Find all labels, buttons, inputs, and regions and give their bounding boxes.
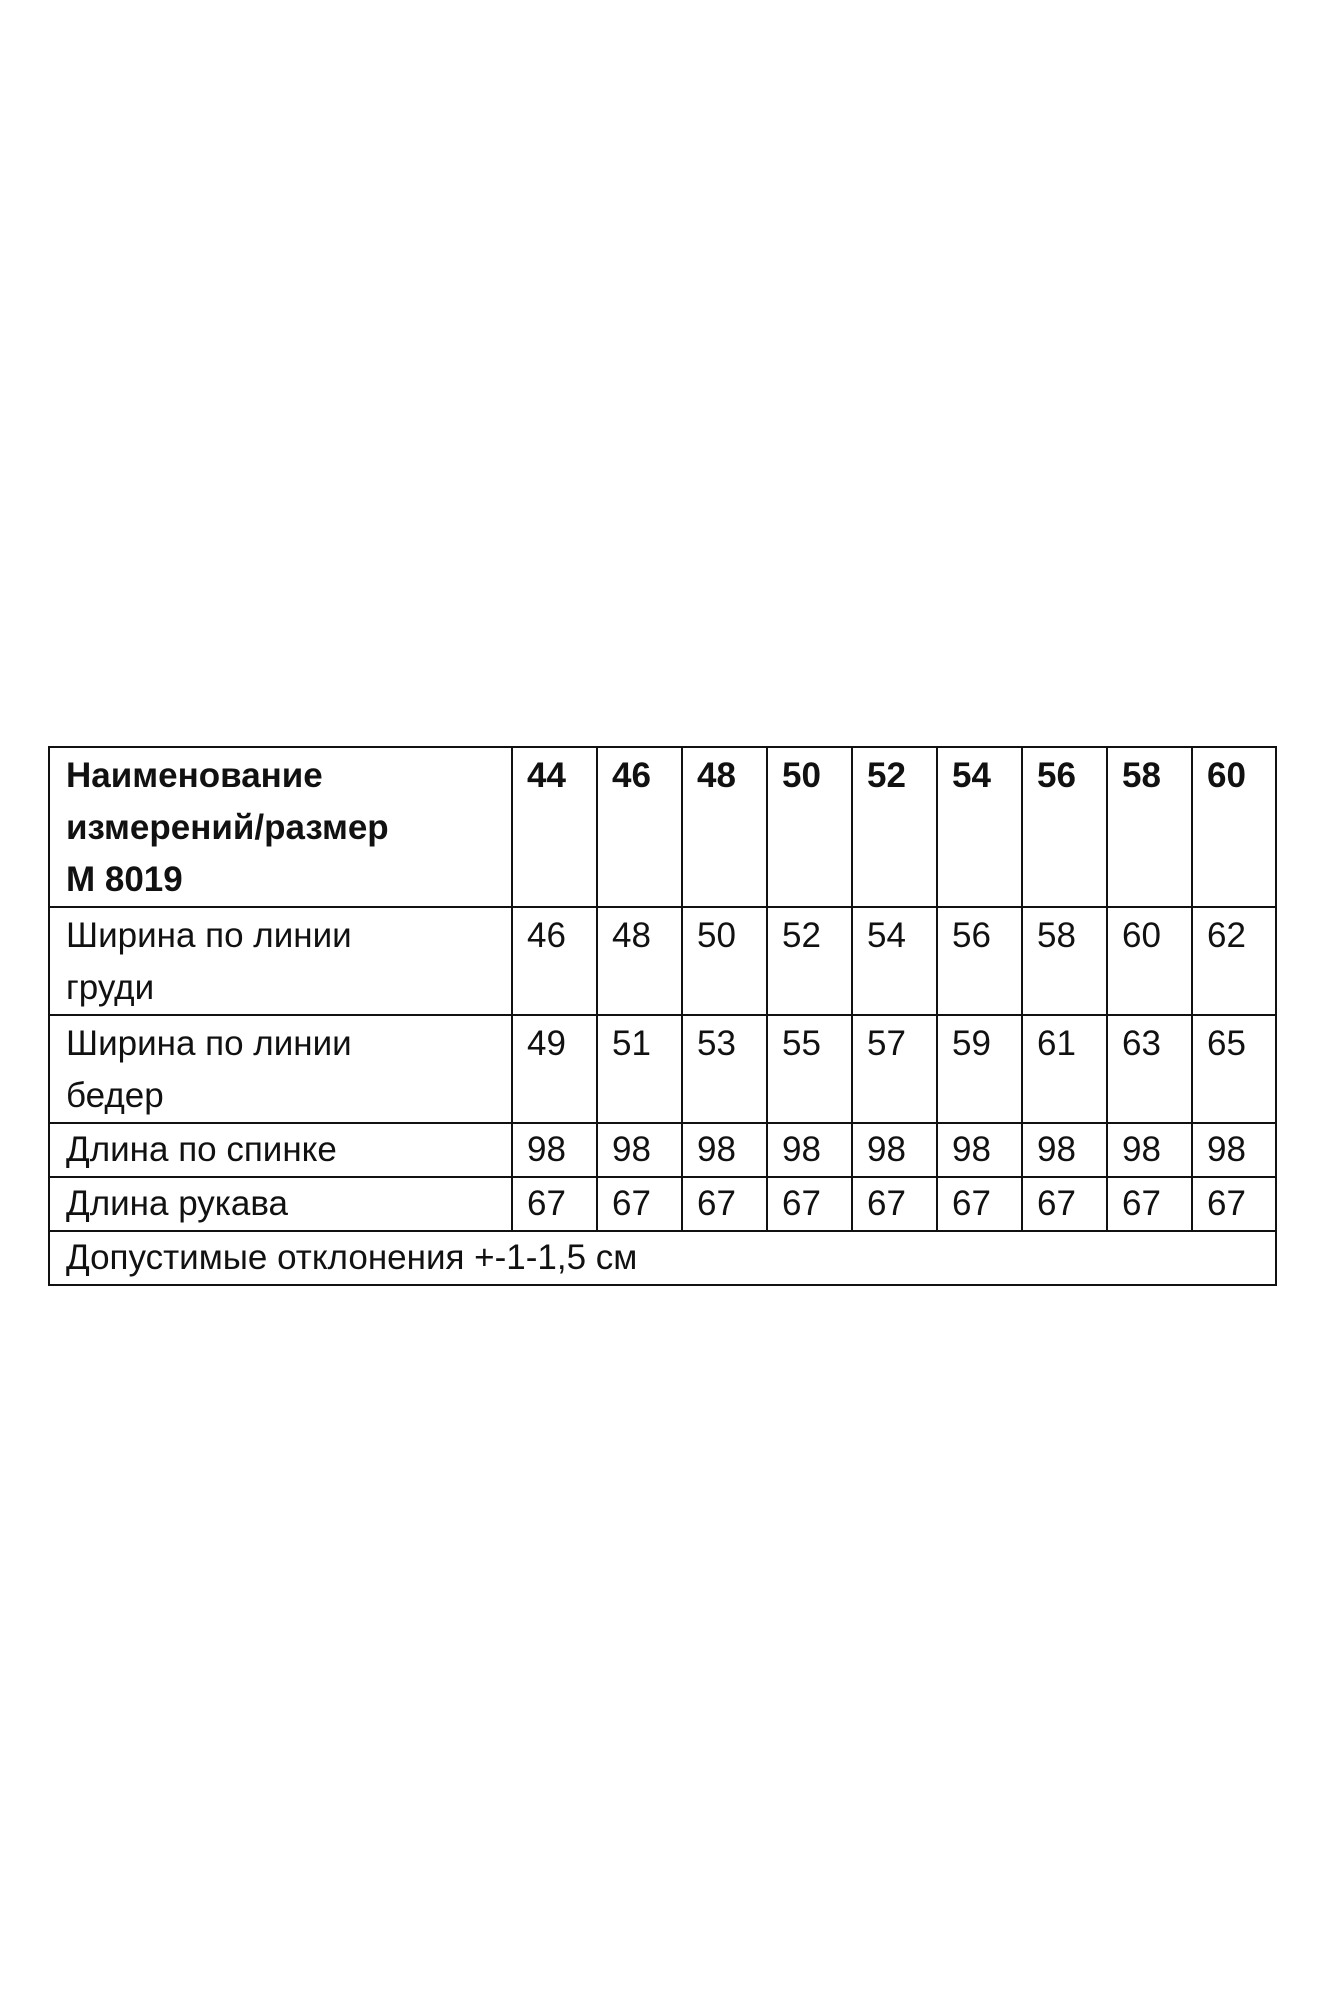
- table-row-back-length: [49, 1123, 1276, 1177]
- size-header-cell: 56: [1022, 747, 1107, 907]
- value-cell: 98: [852, 1123, 937, 1177]
- value-cell: 67: [512, 1177, 597, 1231]
- size-header-cell: 52: [852, 747, 937, 907]
- value-cell: 98: [682, 1123, 767, 1177]
- size-header-cell: 60: [1192, 747, 1276, 907]
- table-header-row: [49, 747, 1276, 907]
- value-cell: 98: [1192, 1123, 1276, 1177]
- measurement-name-line: Ширина по линии: [66, 1024, 352, 1063]
- header-line: Наименование: [66, 756, 323, 795]
- value-cell: 59: [937, 1015, 1022, 1123]
- value-cell: 67: [682, 1177, 767, 1231]
- value-cell: 50: [682, 907, 767, 1015]
- value-cell: 98: [512, 1123, 597, 1177]
- value-cell: 49: [512, 1015, 597, 1123]
- value-cell: 48: [597, 907, 682, 1015]
- value-cell: 62: [1192, 907, 1276, 1015]
- measurement-name-line: бедер: [66, 1076, 164, 1115]
- value-cell: 65: [1192, 1015, 1276, 1123]
- table-row-chest-width: [49, 907, 1276, 1015]
- size-chart-table: [48, 746, 1277, 1286]
- value-cell: 51: [597, 1015, 682, 1123]
- value-cell: 98: [597, 1123, 682, 1177]
- measurement-name-line: Ширина по линии: [66, 916, 352, 955]
- size-header-cell: 58: [1107, 747, 1192, 907]
- value-cell: 98: [1022, 1123, 1107, 1177]
- size-header-cell: 46: [597, 747, 682, 907]
- tolerance-note-row: [49, 1231, 1276, 1285]
- size-header-cell: 44: [512, 747, 597, 907]
- value-cell: 67: [852, 1177, 937, 1231]
- value-cell: 98: [1107, 1123, 1192, 1177]
- size-header-cell: 50: [767, 747, 852, 907]
- value-cell: 57: [852, 1015, 937, 1123]
- measurement-name-cell: Длина по спинке: [49, 1123, 512, 1177]
- value-cell: 55: [767, 1015, 852, 1123]
- tolerance-note: Допустимые отклонения +-1-1,5 см: [49, 1231, 1276, 1285]
- value-cell: 53: [682, 1015, 767, 1123]
- header-line: измерений/размер: [66, 808, 389, 847]
- measurement-name-header: [49, 747, 512, 907]
- table-row-hip-width: [49, 1015, 1276, 1123]
- value-cell: 60: [1107, 907, 1192, 1015]
- value-cell: 67: [1192, 1177, 1276, 1231]
- value-cell: 46: [512, 907, 597, 1015]
- measurement-name-cell: [49, 1015, 512, 1123]
- value-cell: 67: [937, 1177, 1022, 1231]
- model-number: М 8019: [66, 860, 183, 899]
- value-cell: 52: [767, 907, 852, 1015]
- value-cell: 58: [1022, 907, 1107, 1015]
- value-cell: 67: [597, 1177, 682, 1231]
- measurement-name-cell: Длина рукава: [49, 1177, 512, 1231]
- value-cell: 54: [852, 907, 937, 1015]
- measurement-name-line: груди: [66, 968, 155, 1007]
- value-cell: 56: [937, 907, 1022, 1015]
- value-cell: 98: [937, 1123, 1022, 1177]
- value-cell: 98: [767, 1123, 852, 1177]
- table-row-sleeve-length: [49, 1177, 1276, 1231]
- value-cell: 67: [767, 1177, 852, 1231]
- size-header-cell: 54: [937, 747, 1022, 907]
- value-cell: 63: [1107, 1015, 1192, 1123]
- value-cell: 67: [1107, 1177, 1192, 1231]
- size-header-cell: 48: [682, 747, 767, 907]
- measurement-name-cell: [49, 907, 512, 1015]
- value-cell: 61: [1022, 1015, 1107, 1123]
- value-cell: 67: [1022, 1177, 1107, 1231]
